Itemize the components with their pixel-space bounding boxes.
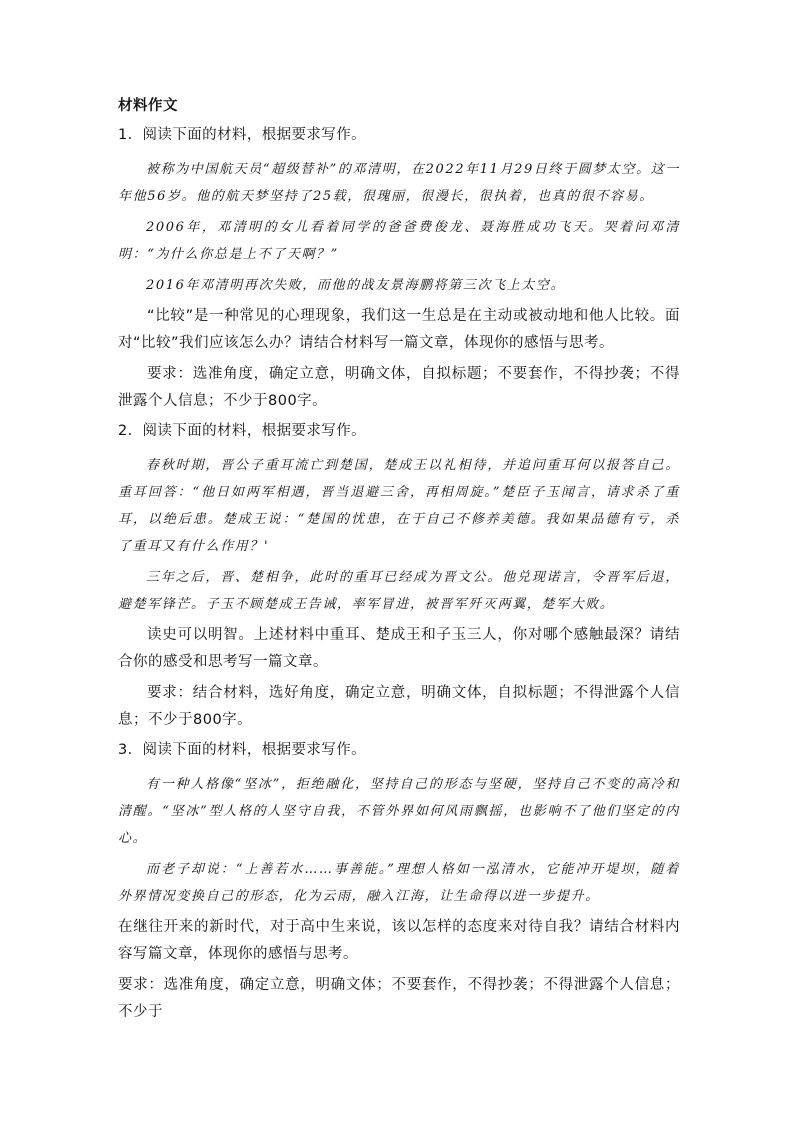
question-1-title: 1．阅读下面的材料，根据要求写作。 — [118, 127, 367, 143]
question-2-requirement: 要求：结合材料，选好角度，确定立意，明确文体，自拟标题；不得泄露个人信息；不少于800字。 — [118, 685, 680, 728]
question-3-material-2: 而老子却说：“上善若水……事善能。”理想人格如一泓清水，它能冲开堤坝，随着外界情况变换自己的形态，化为云雨，融入江海，让生命得以进一步提升。 — [118, 862, 680, 904]
question-3-prompt: 在继往开来的新时代，对于高中生来说，该以怎样的态度来对待自我？请结合材料内容写篇文章，体现你的感悟与思考。 — [118, 919, 680, 962]
question-2-prompt: 读史可以明智。上述材料中重耳、楚成王和子玉三人，你对哪个感触最深？请结合你的感受和思考写一篇文章。 — [118, 627, 680, 670]
question-2-material-1: 春秋时期，晋公子重耳流亡到楚国，楚成王以礼相待，并追问重耳何以报答自己。重耳回答：“他日如两军相遇，晋当退避三舍，再相周旋。”楚臣子玉闻言，请求杀了重耳，以绝后患。楚成王说：“楚国的忧患，在于自己不修养美德。我如果品德有亏，杀了重耳又有什么作用？' — [118, 458, 680, 554]
question-3-title: 3．阅读下面的材料，根据要求写作。 — [118, 742, 367, 758]
question-1-material-3: 2016年邓清明再次失败，而他的战友景海鹏将第三次飞上太空。 — [146, 278, 566, 293]
question-3-material-1: 有一种人格像“坚冰”，拒绝融化，坚持自己的形态与坚硬，坚持自己不变的高冷和清醒。“坚冰”型人格的人坚守自我，不管外界如何风雨飘摇，也影响不了他们坚定的内心。 — [118, 777, 680, 846]
question-1-material-2: 2006年，邓清明的女儿看着同学的爸爸费俊龙、聂海胜成功飞天。哭着问邓清明：“为什么你总是上不了天啊？” — [118, 220, 680, 262]
document-page — [118, 96, 680, 1030]
question-3-requirement: 要求：选准角度，确定立意，明确文体；不要套作，不得抄袭；不得泄露个人信息；不少于 — [118, 977, 680, 1020]
question-1-prompt: “比较”是一种常见的心理现象，我们这一生总是在主动或被动地和他人比较。面对“比较”我们应该怎么办？请结合材料写一篇文章，体现你的感悟与思考。 — [118, 308, 680, 351]
question-2-title: 2．阅读下面的材料，根据要求写作。 — [118, 423, 367, 439]
section-title: 材料作文 — [118, 98, 178, 114]
question-1-material-1: 被称为中国航天员“超级替补”的邓清明，在2022年11月29日终于圆梦太空。这一年他56岁。他的航天梦坚持了25载，很瑰丽，很漫长，很执着，也真的很不容易。 — [118, 162, 680, 204]
question-1-requirement: 要求：选准角度，确定立意，明确文体，自拟标题；不要套作，不得抄袭；不得泄露个人信息；不少于800字。 — [118, 366, 680, 409]
question-2-material-2: 三年之后，晋、楚相争，此时的重耳已经成为晋文公。他兑现诺言，令晋军后退，避楚军锋芒。子玉不顾楚成王告诫，率军冒进，被晋军歼灭两翼，楚军大败。 — [118, 570, 680, 612]
